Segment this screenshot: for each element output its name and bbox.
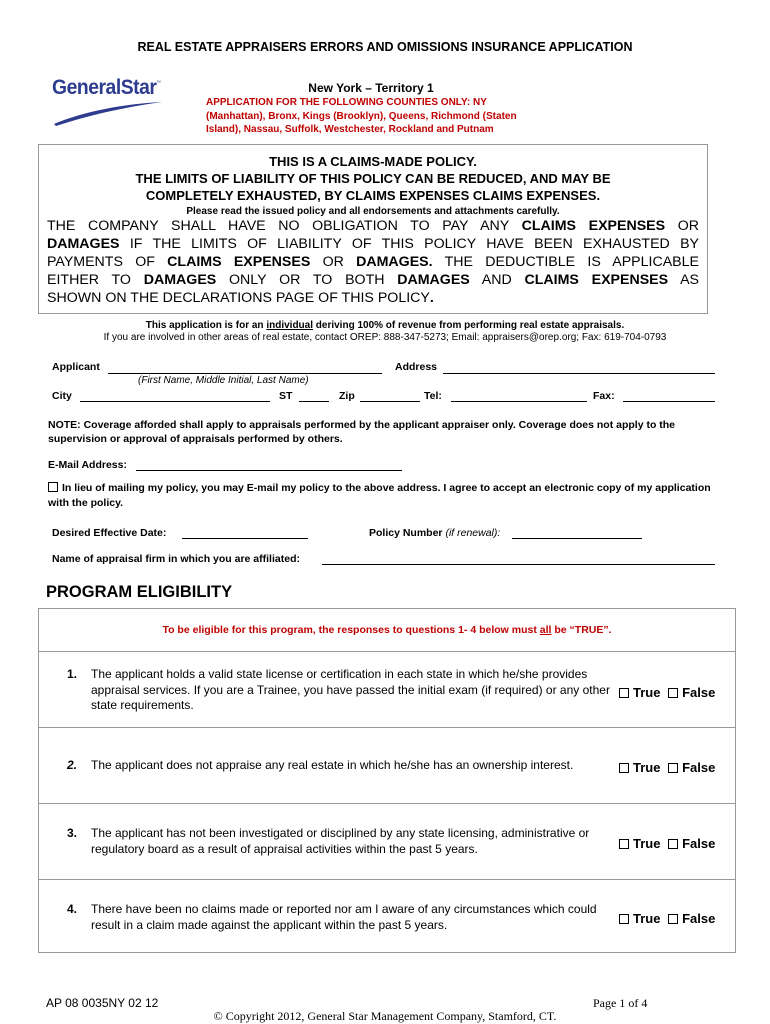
true-checkbox[interactable] xyxy=(619,688,629,698)
state-field[interactable] xyxy=(299,401,329,402)
false-checkbox[interactable] xyxy=(668,914,678,924)
limits-heading-line: THE LIMITS OF LIABILITY OF THIS POLICY CAN BE REDUCED, AND MAY BE xyxy=(135,171,611,186)
false-checkbox[interactable] xyxy=(668,763,678,773)
obligation-paragraph-line: PAYMENTS OF CLAIMS EXPENSES OR DAMAGES. THE DEDUCTIBLE IS APPLICABLE xyxy=(47,254,700,270)
question-number: 1. xyxy=(67,667,78,681)
email-field[interactable] xyxy=(136,470,402,471)
counties-notice xyxy=(206,96,556,137)
email-policy-checkbox[interactable] xyxy=(48,482,58,492)
email-label: E-Mail Address: xyxy=(48,459,127,471)
logo-text: GeneralStar xyxy=(52,76,157,99)
tel-field[interactable] xyxy=(451,401,587,402)
true-checkbox[interactable] xyxy=(619,763,629,773)
document-title: REAL ESTATE APPRAISERS ERRORS AND OMISSIONS INSURANCE APPLICATION xyxy=(137,40,633,54)
true-false-choice: True False xyxy=(619,685,715,700)
appraisal-firm-label: Name of appraisal firm in which you are affiliated: xyxy=(52,553,300,565)
question-text: The applicant does not appraise any real estate in which he/she has an ownership interest. xyxy=(91,758,574,772)
claims-made-notice-box xyxy=(38,144,708,314)
row-divider xyxy=(39,803,735,804)
logo-swoosh-icon xyxy=(52,74,164,128)
true-false-choice: True False xyxy=(619,760,715,775)
false-checkbox[interactable] xyxy=(668,688,678,698)
city-field[interactable] xyxy=(80,401,270,402)
logo-trademark: ™ xyxy=(156,80,161,86)
question-number: 4. xyxy=(67,902,78,916)
read-policy-notice: Please read the issued policy and all endorsements and attachments carefully. xyxy=(186,206,560,217)
individual-notice: This application is for an individual deriving 100% of revenue from performing real estate appraisals. xyxy=(145,320,625,331)
question-number: 3. xyxy=(67,826,78,840)
tel-label: Tel: xyxy=(424,390,442,402)
form-id: AP 08 0035NY 02 12 xyxy=(46,996,159,1010)
zip-label: Zip xyxy=(339,390,355,402)
program-eligibility-heading: PROGRAM ELIGIBILITY xyxy=(46,583,233,601)
state-label: ST xyxy=(279,390,293,402)
row-divider xyxy=(39,879,735,880)
counties-line: Island), Nassau, Suffolk, Westchester, Rockland and Putnam xyxy=(206,124,494,135)
coverage-note: NOTE: Coverage afforded shall apply to appraisals performed by the applicant appraiser only. Coverage does not apply to the supervision or approval of appraisals performed by others. xyxy=(48,419,676,445)
false-checkbox[interactable] xyxy=(668,839,678,849)
limits-heading-line: COMPLETELY EXHAUSTED, BY CLAIMS EXPENSES CLAIMS EXPENSES. xyxy=(145,188,601,203)
eligibility-intro: To be eligible for this program, the responses to questions 1- 4 below must all be “TRUE”. xyxy=(162,624,612,636)
city-label: City xyxy=(52,390,72,402)
email-policy-option xyxy=(48,481,718,511)
counties-line: (Manhattan), Bronx, Kings (Brooklyn), Queens, Richmond (Staten xyxy=(206,110,517,122)
policy-number-label: Policy Number (if renewal): xyxy=(369,527,501,539)
fax-label: Fax: xyxy=(593,390,615,402)
obligation-paragraph-line: THE COMPANY SHALL HAVE NO OBLIGATION TO PAY ANY CLAIMS EXPENSES OR xyxy=(47,218,699,234)
policy-number-field[interactable] xyxy=(512,538,642,539)
address-label: Address xyxy=(395,361,438,373)
true-false-choice: True False xyxy=(619,911,715,926)
name-format-hint: (First Name, Middle Initial, Last Name) xyxy=(138,375,309,386)
obligation-paragraph-line: DAMAGES IF THE LIMITS OF LIABILITY OF THIS POLICY HAVE BEEN EXHAUSTED BY xyxy=(47,236,699,252)
row-divider xyxy=(39,651,735,652)
true-checkbox[interactable] xyxy=(619,914,629,924)
question-text: There have been no claims made or reported nor am I aware of any circumstances which could result in a claim made against the applicant within the past 5 years. xyxy=(91,902,597,932)
claims-made-heading: THIS IS A CLAIMS-MADE POLICY. xyxy=(269,154,477,169)
address-field[interactable] xyxy=(443,373,715,374)
row-divider xyxy=(39,727,735,728)
applicant-label: Applicant xyxy=(52,361,100,373)
effective-date-label: Desired Effective Date: xyxy=(52,527,167,539)
email-policy-option-text: In lieu of mailing my policy, you may E-mail my policy to the above address. I agree to accept an electronic copy of my application with the policy. xyxy=(48,482,711,509)
counties-line: APPLICATION FOR THE FOLLOWING COUNTIES ONLY: NY xyxy=(206,97,487,108)
fax-field[interactable] xyxy=(623,401,715,402)
appraisal-firm-field[interactable] xyxy=(322,564,715,565)
zip-field[interactable] xyxy=(360,401,420,402)
question-text: The applicant has not been investigated or disciplined by any state licensing, administrative or regulatory board as a result of appraisal activities within the past 5 years. xyxy=(91,826,590,856)
obligation-paragraph-line: SHOWN ON THE DECLARATIONS PAGE OF THIS POLICY. xyxy=(47,290,434,306)
true-checkbox[interactable] xyxy=(619,839,629,849)
page-number: Page 1 of 4 xyxy=(593,996,648,1010)
eligibility-questions-box xyxy=(38,608,736,953)
territory-label: New York – Territory 1 xyxy=(308,81,434,95)
applicant-field[interactable] xyxy=(108,373,382,374)
copyright-notice: © Copyright 2012, General Star Management Company, Stamford, CT. xyxy=(213,1009,557,1023)
effective-date-field[interactable] xyxy=(182,538,308,539)
obligation-paragraph-line: EITHER TO DAMAGES ONLY OR TO BOTH DAMAGES AND CLAIMS EXPENSES AS xyxy=(47,272,699,288)
orep-contact-notice: If you are involved in other areas of real estate, contact OREP: 888-347-5273; Email: appraisers@orep.org; Fax: 619-704-0793 xyxy=(103,332,667,343)
true-false-choice: True False xyxy=(619,836,715,851)
question-text: The applicant holds a valid state license or certification in each state in which he/she provides appraisal services. If you are a Trainee, you have passed the initial exam (if required) or any other state requirements. xyxy=(91,667,610,712)
question-number: 2. xyxy=(67,758,78,772)
generalstar-logo xyxy=(52,74,164,128)
